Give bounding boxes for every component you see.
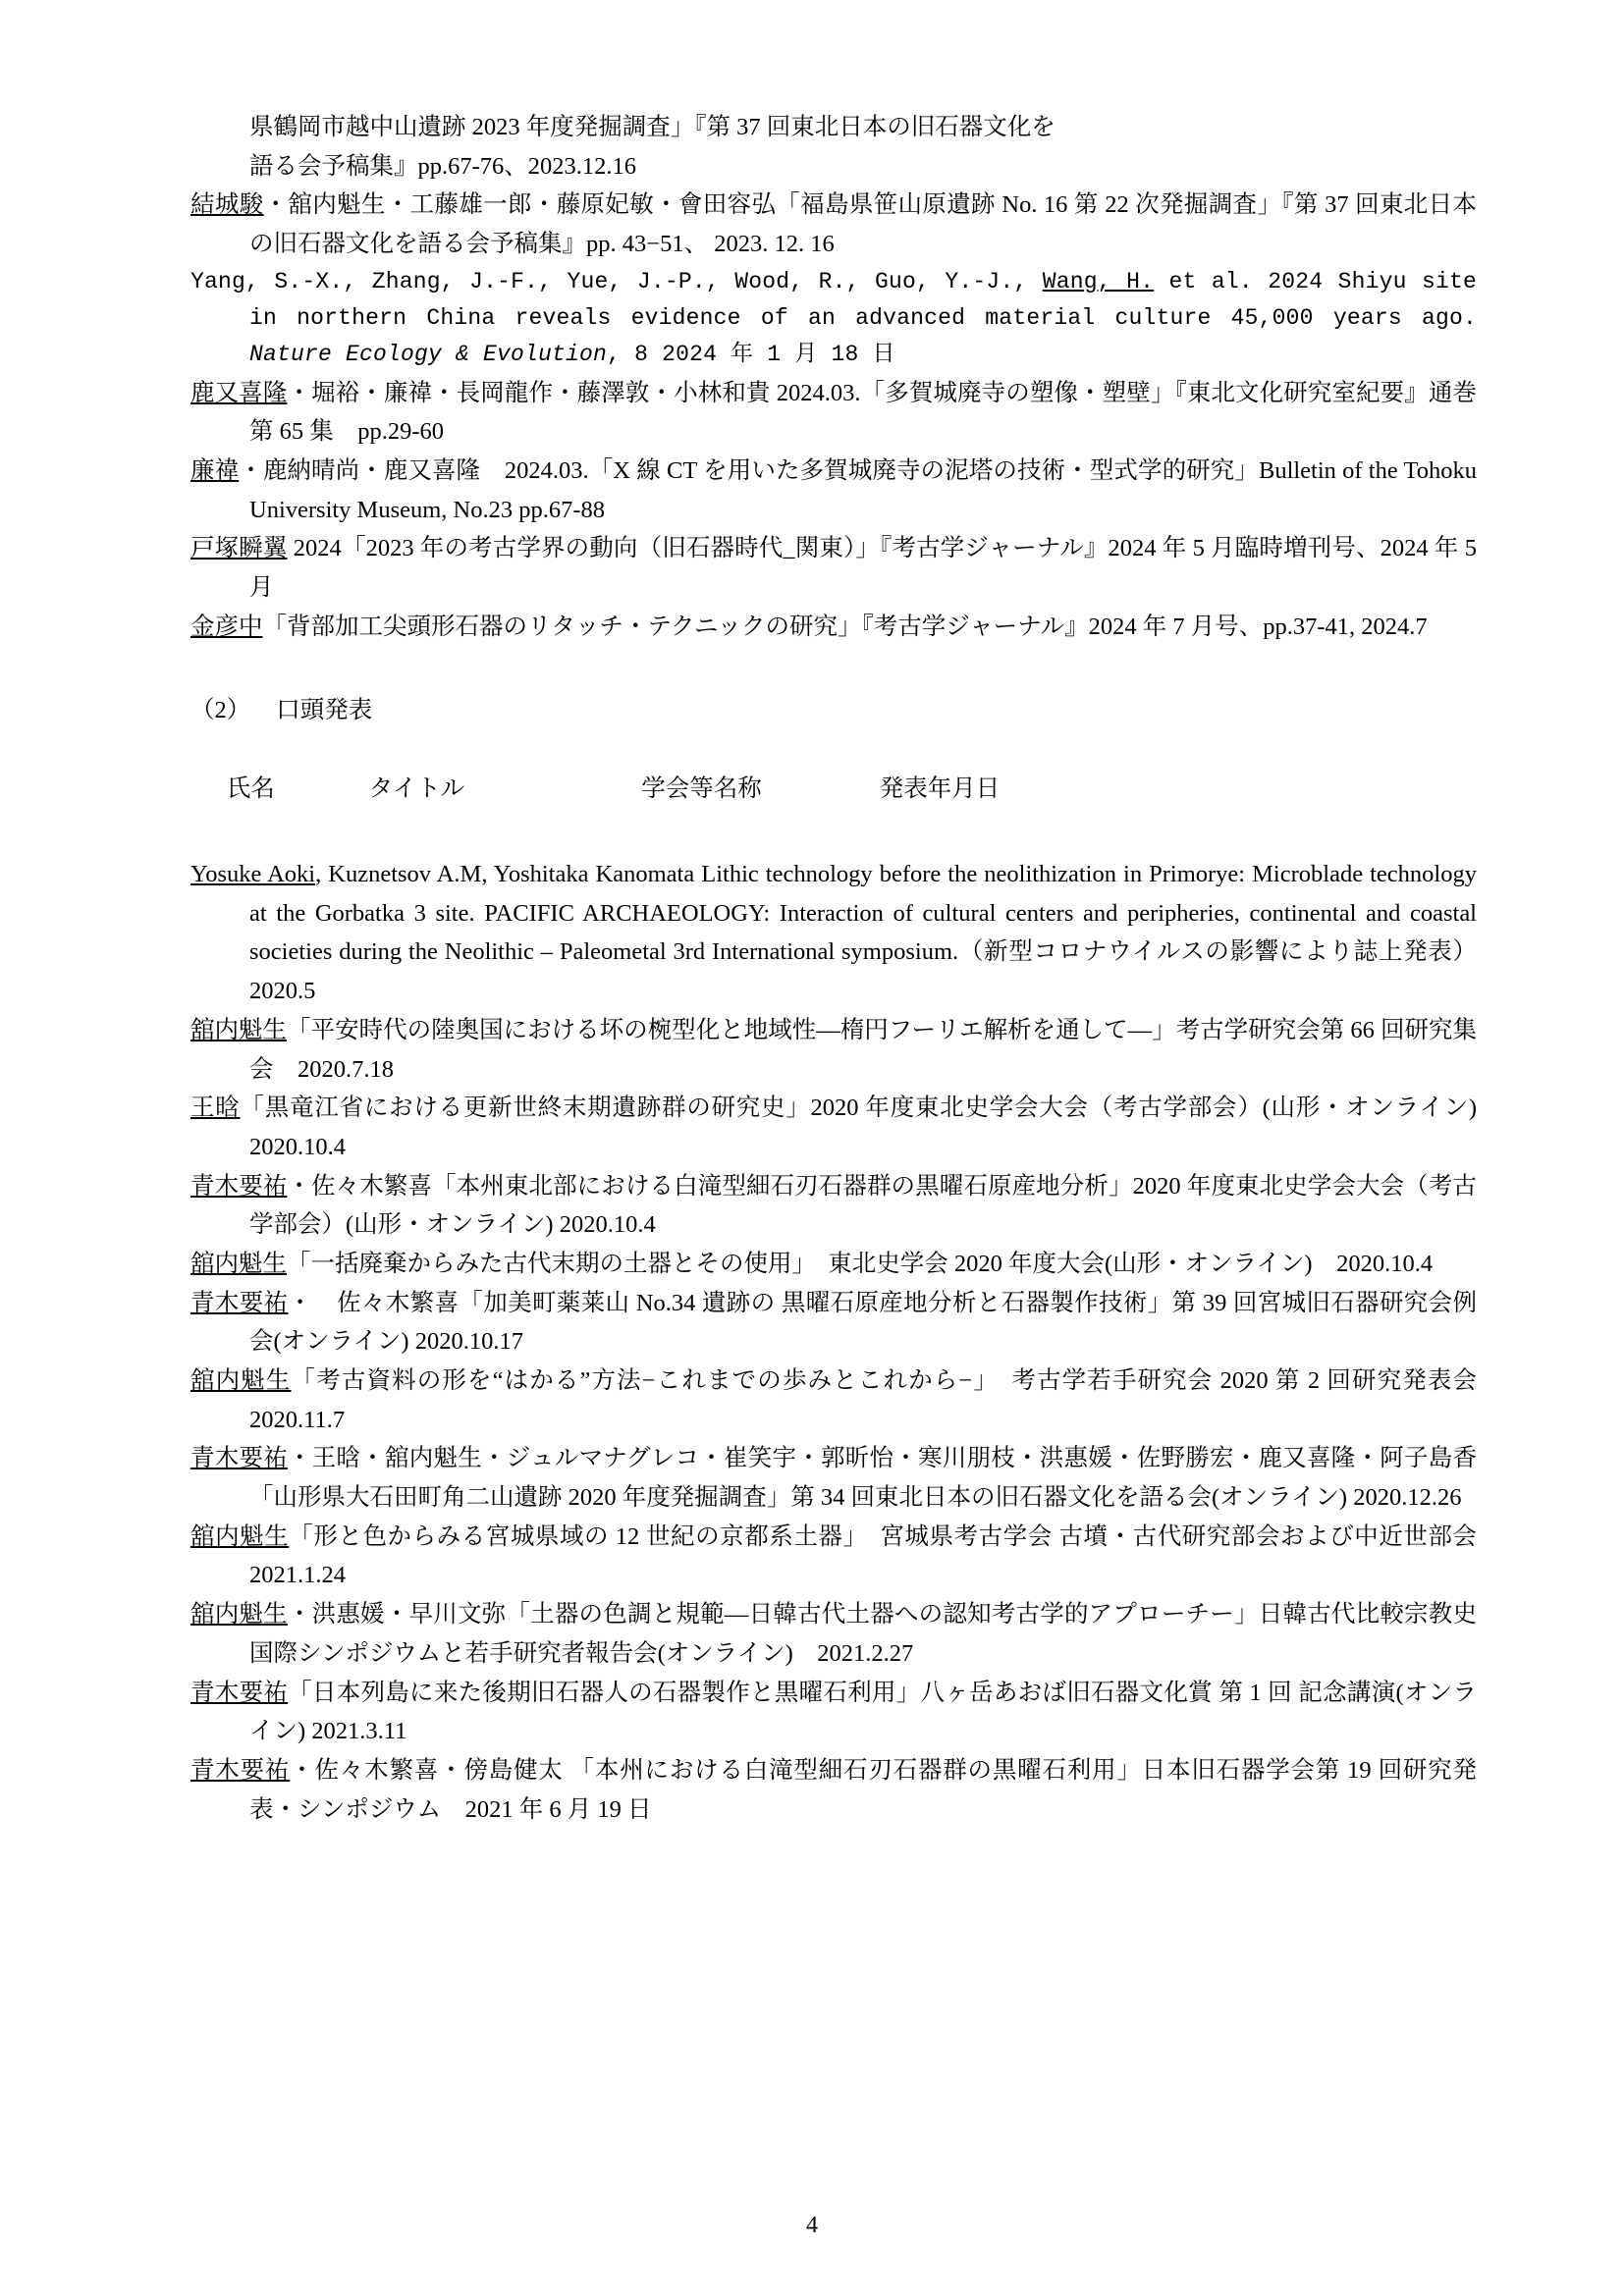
- publication-entry: [190, 186, 1477, 263]
- column-header-title: タイトル: [368, 774, 465, 802]
- presentation-author-lead: 青木要祐: [190, 1445, 288, 1472]
- presentation-author-lead: 舘内魁生: [190, 1250, 287, 1277]
- presentation-entry-text: ・佐々木繁喜・傍島健太 「本州における白滝型細石刃石器群の黒曜石利用」日本旧石器学会第 19 回研究発表・シンポジウム 2021 年 6 月 19 日: [249, 1756, 1478, 1823]
- publication-entry-text: ・鹿納晴尚・鹿又喜隆 2024.03.「X 線 CT を用いた多賀城廃寺の泥塔の技術・型式学的研究」Bulletin of the Tohoku University Museum, No.23 pp.67-88: [239, 456, 1478, 523]
- presentation-author-lead: 舘内魁生: [190, 1016, 288, 1043]
- page-content: [147, 108, 1501, 1829]
- publication-author-lead: Yang, S.-X., Zhang, J.-F., Yue, J.-P., Wood, R., Guo, Y.-J.,: [190, 268, 1043, 294]
- presentation-entry-text: 「一括廃棄からみた古代末期の土器とその使用」 東北史学会 2020 年度大会(山形・オンライン) 2020.10.4: [287, 1250, 1434, 1277]
- presentation-author-lead: 青木要祐: [190, 1289, 289, 1316]
- publication-author-lead: 鹿又喜隆: [190, 379, 288, 406]
- publication-entry-text: ・堀裕・廉禕・長岡龍作・藤澤敦・小林和貴 2024.03.「多賀城廃寺の塑像・塑壁」『東北文化研究室紀要』通巻第 65 集 pp.29-60: [249, 379, 1477, 446]
- publication-entry: [190, 608, 1477, 647]
- publication-author-highlight: Wang, H.: [1042, 268, 1155, 294]
- presentation-author-lead: 青木要祐: [190, 1756, 291, 1784]
- publication-journal-title: Nature Ecology & Evolution: [249, 342, 608, 368]
- publication-entry-tail: , 8 2024 年 1 月 18 日: [607, 342, 895, 368]
- publication-entry-text: 「背部加工尖頭形石器のリタッチ・テクニックの研究」『考古学ジャーナル』2024 年 7 月号、pp.37-41, 2024.7: [262, 613, 1428, 640]
- presentation-entry-text: , Kuznetsov A.M, Yoshitaka Kanomata Lithic technology before the neolithization in Primorye: Microblade technology at the Gorbatka 3 site. PACIFIC ARCHAEOLOGY: Interaction of cultural centers and peripheries, continental and coastal societies during the Neolithic – Paleometal 3rd International symposium.（新型コロナウイルスの影響により誌上発表）2020.5: [249, 861, 1477, 1005]
- continued-entry-line-2: 語る会予稿集』pp.67-76、2023.12.16: [249, 152, 637, 180]
- presentation-author-lead: 青木要祐: [190, 1172, 288, 1200]
- presentation-entry: [190, 855, 1477, 1011]
- publication-entry-text: ・舘内魁生・工藤雄一郎・藤原妃敏・會田容弘「福島県笹山原遺跡 No. 16 第 22 次発掘調査」『第 37 回東北日本の旧石器文化を語る会予稿集』pp. 43−51、 2023. 12. 16: [249, 191, 1477, 258]
- presentation-entry: [190, 1089, 1477, 1166]
- presentation-author-lead: 舘内魁生: [190, 1601, 288, 1629]
- publication-entry-text: et al. 2024 Shiyu site in northern China reveals evidence of an advanced material culture 45,000 years ago.: [249, 268, 1477, 331]
- publication-author-lead: 戸塚瞬翼: [190, 535, 288, 562]
- presentation-author-lead: 舘内魁生: [190, 1522, 290, 1550]
- presentation-author-lead: Yosuke Aoki: [190, 861, 316, 888]
- presentation-entry-text: ・佐々木繁喜「本州東北部における白滝型細石刃石器群の黒曜石原産地分析」2020 年度東北史学会大会（考古学部会）(山形・オンライン) 2020.10.4: [249, 1172, 1477, 1239]
- publication-author-lead: 結城駿: [190, 191, 264, 219]
- presentation-entry: [190, 1245, 1477, 1284]
- section-spacer: [147, 646, 1477, 691]
- presentation-author-lead: 青木要祐: [190, 1679, 289, 1706]
- continued-entry: [249, 108, 1477, 186]
- presentation-entry-text: ・洪惠媛・早川文弥「土器の色調と規範―日韓古代土器への認知考古学的アプローチー」日韓古代比較宗教史国際シンポジウムと若手研究者報告会(オンライン) 2021.2.27: [249, 1601, 1478, 1667]
- column-header-name: 氏名: [226, 774, 275, 802]
- column-header-venue: 学会等名称: [641, 774, 762, 802]
- presentation-entry: [190, 1167, 1477, 1245]
- page-number: 4: [806, 2213, 818, 2238]
- publication-entry: [190, 264, 1477, 374]
- presentation-entry: [190, 1751, 1477, 1829]
- presentation-author-lead: 舘内魁生: [190, 1367, 292, 1394]
- section-heading: [190, 691, 1477, 730]
- presentation-entry: [190, 1011, 1477, 1089]
- publication-entry: [190, 452, 1477, 529]
- presentation-entry: [190, 1674, 1477, 1751]
- section-title: 口頭発表: [276, 697, 373, 724]
- publication-entry: [190, 529, 1477, 607]
- presentation-entry-text: 「黒竜江省における更新世終末期遺跡群の研究史」2020 年度東北史学会大会（考古学部会）(山形・オンライン) 2020.10.4: [240, 1095, 1478, 1160]
- presentation-entry: [190, 1439, 1477, 1517]
- presentation-entry-text: 「日本列島に来た後期旧石器人の石器製作と黒曜石利用」八ヶ岳あおば旧石器文化賞 第 1 回 記念講演(オンライン) 2021.3.11: [249, 1679, 1478, 1745]
- presentation-entry: [190, 1518, 1501, 1595]
- presentation-entry: [190, 1595, 1477, 1673]
- presentation-entry-text: ・ 佐々木繁喜「加美町薬莱山 No.34 遺跡の 黒曜石原産地分析と石器製作技術」第 39 回宮城旧石器研究会例会(オンライン) 2020.10.17: [249, 1289, 1477, 1356]
- presentation-entry: [190, 1362, 1501, 1439]
- publication-author-lead: 廉禕: [190, 456, 240, 484]
- continued-entry-line-1: 県鶴岡市越中山遺跡 2023 年度発掘調査」『第 37 回東北日本の旧石器文化を: [249, 114, 1056, 140]
- presentation-entry: [190, 1284, 1477, 1362]
- presentation-entry-text: ・王晗・舘内魁生・ジュルマナグレコ・崔笑宇・郭昕怡・寒川朋枝・洪惠媛・佐野勝宏・鹿又喜隆・阿子島香「山形県大石田町角二山遺跡 2020 年度発掘調査」第 34 回東北日本の旧石器文化を語る会(オンライン) 2020.12.26: [249, 1445, 1477, 1512]
- publication-author-lead: 金彦中: [190, 613, 263, 640]
- presentation-entry-text: 「形と色からみる宮城県域の 12 世紀の京都系土器」 宮城県考古学会 古墳・古代研究部会および中近世部会 2021.1.24: [249, 1522, 1501, 1589]
- presentation-author-lead: 王晗: [190, 1095, 241, 1122]
- section-column-headers: [190, 730, 1477, 847]
- presentation-entry-text: 「考古資料の形を“はかる”方法−これまでの歩みとこれから−」 考古学若手研究会 2020 第 2 回研究発表会 2020.11.7: [249, 1367, 1501, 1433]
- section-number: （2）: [190, 697, 251, 724]
- header-spacer: [147, 847, 1477, 855]
- publication-entry-text: 2024「2023 年の考古学界の動向（旧石器時代_関東）」『考古学ジャーナル』2024 年 5 月臨時増刊号、2024 年 5 月: [249, 535, 1478, 601]
- column-header-date: 発表年月日: [879, 774, 1001, 802]
- publication-entry: [190, 374, 1477, 452]
- presentation-entry-text: 「平安時代の陸奥国における坏の椀型化と地域性―楕円フーリエ解析を通して―」考古学研究会第 66 回研究集会 2020.7.18: [249, 1016, 1478, 1083]
